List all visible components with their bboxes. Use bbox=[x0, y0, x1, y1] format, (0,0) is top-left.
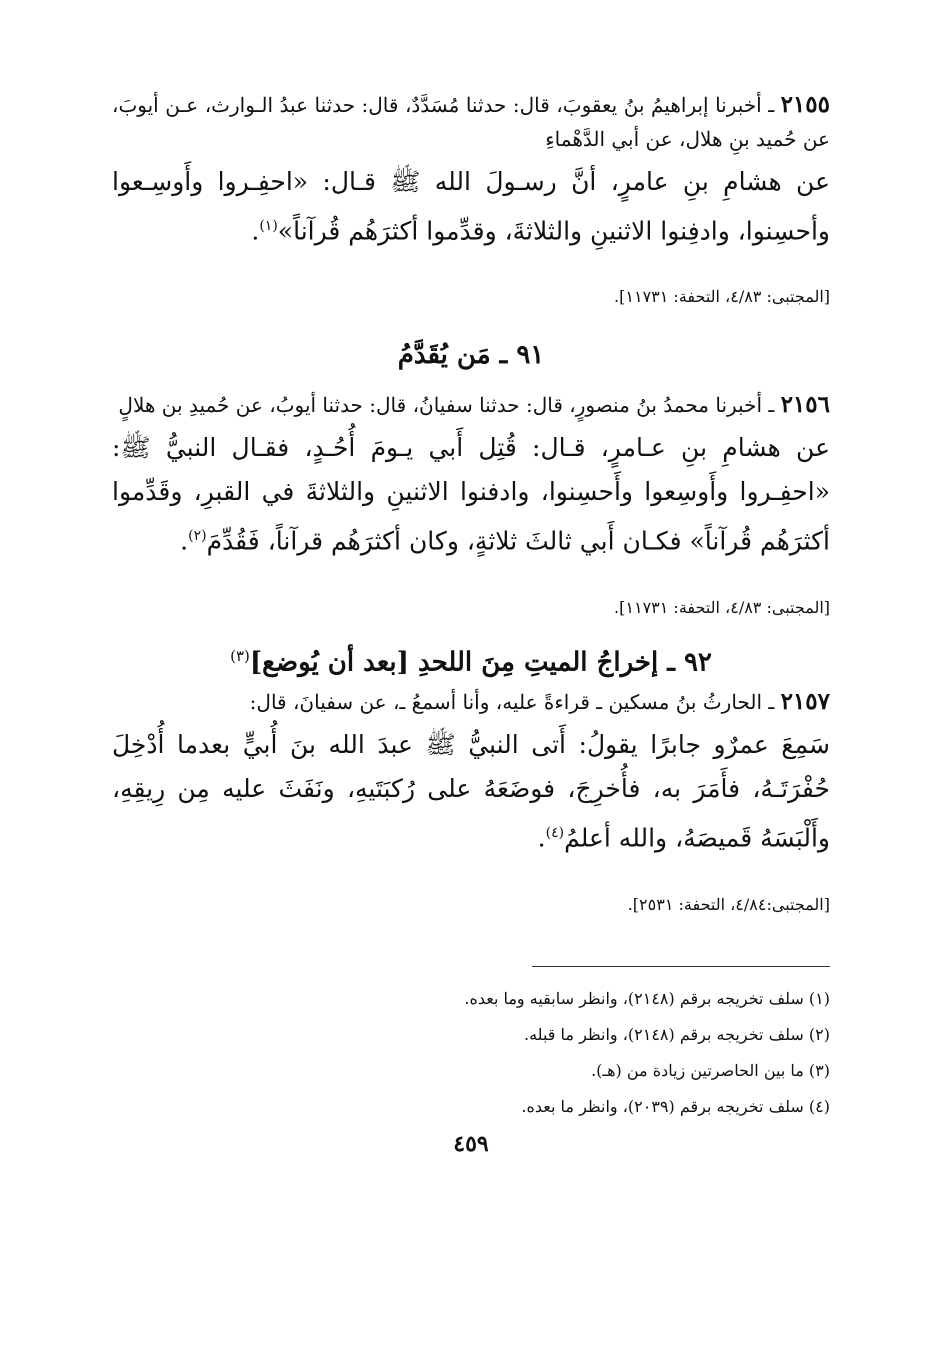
footnote-item: (٤) سلف تخريجه برقم (٢٠٣٩)، وانظر ما بعده. bbox=[521, 1096, 830, 1116]
hadith-2156-reference: [المجتبى: ٤/٨٣، التحفة: ١١٧٣١]. bbox=[614, 597, 830, 617]
matn-text: سَمِعَ عمرٌو جابرًا يقولُ: أَتى النبيُّ ﷺ عبدَ الله بنَ أُبيٍّ بعدما أُدْخِلَ حُفْرَتَـهُ، فأَمَرَ به، فأُخرِجَ، فوضَعَهُ على رُكبَتَيهِ، ونَفَثَ عليه مِن رِيقِهِ، وأَلْبَسَهُ قَميصَهُ، والله أعلمُ bbox=[112, 730, 830, 853]
isnad-text: ـ الحارثُ بنُ مسكين ـ قراءةً عليه، وأنا أسمعُ ـ، عن سفيانَ، قال: bbox=[249, 690, 775, 715]
hadith-2157-reference: [المجتبى:٤/٨٤، التحفة: ٢٥٣١]. bbox=[627, 894, 830, 914]
hadith-2155-reference: [المجتبى: ٤/٨٣، التحفة: ١١٧٣١]. bbox=[614, 287, 830, 307]
chapter-91-heading: ٩١ ـ مَن يُقَدَّمُ bbox=[397, 340, 545, 371]
footnote-item: (١) سلف تخريجه برقم (٢١٤٨)، وانظر سابقيه وما بعده. bbox=[464, 988, 830, 1008]
hadith-number: ٢١٥٥ bbox=[780, 91, 830, 118]
chapter-92-heading bbox=[112, 647, 830, 678]
isnad-text: ـ أخبرنا محمدُ بنُ منصورٍ، قال: حدثنا سفيانُ، قال: حدثنا أيوبُ، عن حُميدِ بن هلالٍ bbox=[118, 393, 775, 418]
hadith-2156-text bbox=[112, 426, 830, 563]
hadith-2155-chain bbox=[112, 88, 830, 156]
footnote-item: (٣) ما بين الحاصرتين زيادة من (هـ). bbox=[591, 1060, 830, 1080]
footnotes-list bbox=[112, 981, 830, 1125]
matn-text: عن هشامِ بنِ عامرٍ، أنَّ رسـولَ الله ﷺ قـال: «احفِـروا وأَوسِـعوا وأحسِنوا، وادفِنوا الاثنينِ والثلاثةَ، وقدِّموا أكثرَهُم قُرآناً» bbox=[112, 167, 830, 246]
hadith-2157-chain bbox=[112, 685, 830, 719]
hadith-2157-text bbox=[112, 723, 830, 860]
chapter-title: ٩٢ ـ إخراجُ الميتِ مِنَ اللحدِ [بعد أن يُوضع] bbox=[249, 647, 712, 678]
page-number: ٤٥٩ bbox=[453, 1130, 489, 1157]
sentence-end: . bbox=[537, 823, 546, 853]
footnote-item: (٢) سلف تخريجه برقم (٢١٤٨)، وانظر ما قبله. bbox=[524, 1024, 830, 1044]
hadith-2155-text bbox=[112, 160, 830, 253]
hadith-2156-chain bbox=[112, 388, 830, 422]
matn-text: عن هشامِ بنِ عـامرٍ، قـال: قُتِل أَبي يـومَ أُحُـدٍ، فقـال النبيُّ ﷺ: «احفِـروا وأَوسِعوا وأَحسِنوا، وادفنوا الاثنينِ والثلاثةَ في القبرِ، وقَدِّموا أكثرَهُم قُرآناً» فكـان أَبي ثالثَ ثلاثةٍ، وكان أكثرَهُم قرآناً، فَقُدِّمَ bbox=[112, 433, 830, 556]
isnad-text: ـ أخبرنا إبراهيمُ بنُ يعقوبَ، قال: حدثنا مُسَدَّدٌ، قال: حدثنا عبدُ الـوارث، عـن أيوبَ، عن حُميد بنِ هلال، عن أبي الدَّهْماءِ bbox=[112, 93, 830, 151]
footnote-marker: (٢) bbox=[188, 528, 207, 545]
footnote-marker: (١) bbox=[259, 218, 278, 234]
footnote-marker: (٣) bbox=[230, 646, 250, 665]
sentence-end: . bbox=[251, 216, 260, 246]
hadith-number: ٢١٥٧ bbox=[780, 688, 830, 716]
hadith-number: ٢١٥٦ bbox=[780, 391, 830, 419]
footnote-divider bbox=[532, 966, 830, 967]
book-page bbox=[112, 88, 830, 1157]
footnote-marker: (٤) bbox=[545, 825, 565, 842]
sentence-end: . bbox=[180, 526, 189, 556]
